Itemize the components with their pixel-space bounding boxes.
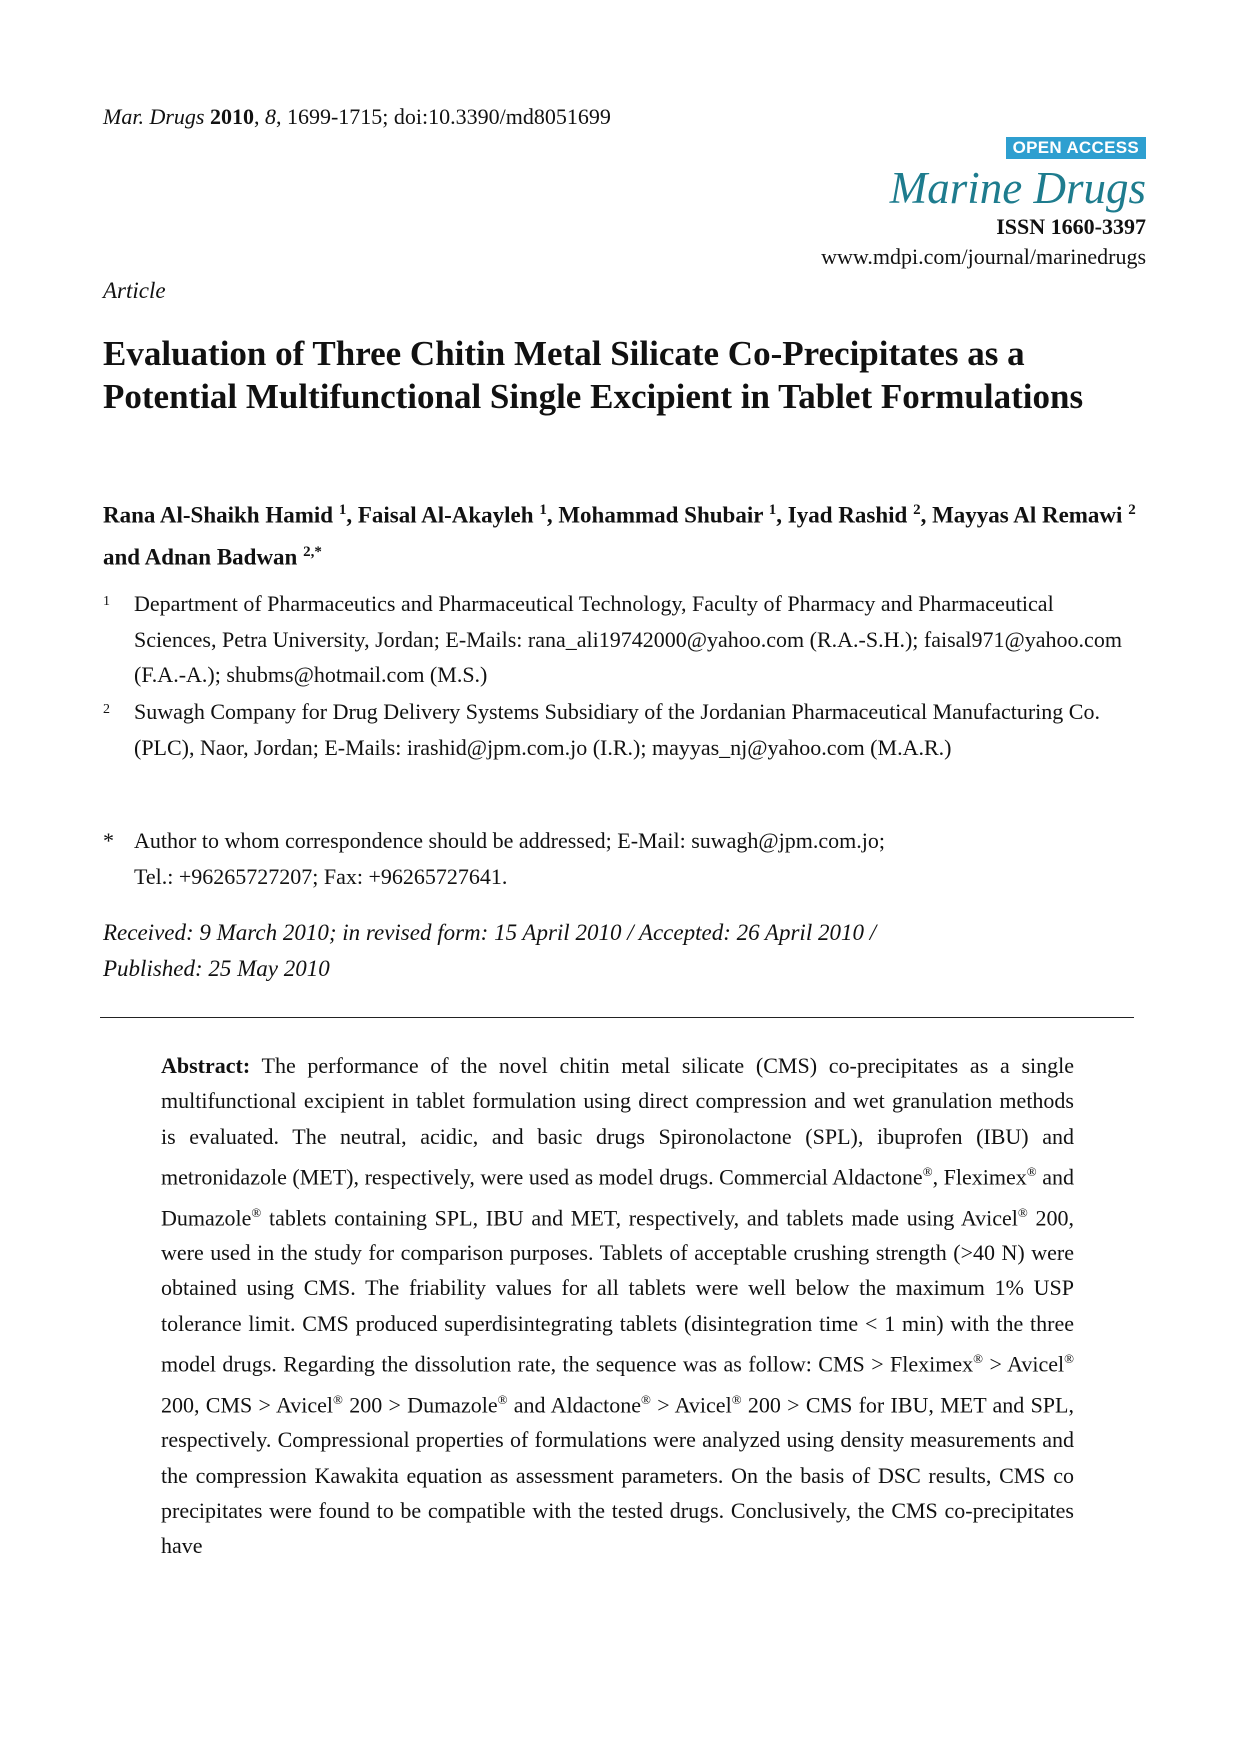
author-list — [103, 492, 1143, 575]
abstract-label: Abstract: — [161, 1053, 251, 1078]
abstract-text: > Avicel — [650, 1391, 732, 1417]
registered-mark: ® — [333, 1391, 343, 1407]
journal-issn: ISSN 1660-3397 — [996, 214, 1146, 239]
registered-mark: ® — [973, 1351, 984, 1367]
registered-mark: ® — [731, 1391, 742, 1407]
affiliation-1 — [103, 586, 1133, 693]
registered-mark: ® — [922, 1163, 933, 1179]
registered-mark: ® — [497, 1391, 508, 1407]
abstract-text: 200 > Dumazole — [342, 1391, 498, 1417]
citation-year: 2010 — [209, 104, 254, 129]
abstract-text: and Dumazole — [161, 1164, 1074, 1230]
affiliation-text: Suwagh Company for Drug Delivery Systems Subsidiary of the Jordanian Pharmaceutical Manufacturing Co. (PLC), Naor, Jordan; E-Mails: irashid@jpm.com.jo (I.R.); mayyas_nj@yahoo.com (M.A.R.) — [134, 699, 1100, 760]
abstract-text: tablets containing SPL, IBU and MET, respectively, and tablets made using Avicel — [261, 1204, 1018, 1230]
citation-pages-doi: , 1699-1715; doi:10.3390/md8051699 — [275, 104, 611, 129]
registered-mark: ® — [641, 1391, 651, 1407]
author-affiliation-mark: 1 — [768, 502, 777, 518]
affiliation-mark: 2 — [103, 702, 110, 717]
correspondence-line-1: Author to whom correspondence should be addressed; E-Mail: suwagh@jpm.com.jo; — [134, 828, 885, 853]
registered-mark: ® — [251, 1204, 262, 1220]
author-separator: and — [103, 544, 145, 570]
author-separator: , — [546, 502, 559, 528]
abstract-text: The performance of the novel chitin metal silicate (CMS) co-precipitates as a single multifunctional excipient in tablet formulation using direct compression and wet granulation methods is evaluated. The neutral, acidic, and basic drugs Spironolactone (SPL), ibuprofen (IBU) and metronidazole (MET), respectively, were used as model drugs. Commercial Aldactone — [161, 1053, 1074, 1190]
registered-mark: ® — [1017, 1204, 1028, 1220]
author-name: Mayyas Al Remawi — [932, 502, 1123, 528]
author-name: Iyad Rashid — [787, 502, 908, 528]
affiliation-text: Department of Pharmaceutics and Pharmaceutical Technology, Faculty of Pharmacy and Pharmaceutical Sciences, Petra University, Jordan; E-Mails: rana_ali19742000@yahoo.com (R.A.-S.H.); faisal971@yahoo.com (F.A.-A.); shubms@hotmail.com (M.S.) — [134, 591, 1122, 687]
abstract-text: 200 > CMS for IBU, MET and SPL, respectively. Compressional properties of formulations were analyzed using density measurements and the compression Kawakita equation as assessment parameters. On the basis of DSC results, CMS co precipitates were found to be compatible with the tested drugs. Conclusively, the CMS co-precipitates have — [161, 1391, 1074, 1559]
abstract-text: > Avicel — [983, 1351, 1065, 1377]
affiliation-mark: 1 — [103, 594, 110, 609]
abstract — [161, 1048, 1074, 1563]
author-name: Mohammad Shubair — [558, 502, 764, 528]
abstract-text: 200, were used in the study for comparison purposes. Tablets of acceptable crushing strength (>40 N) were obtained using CMS. The friability values for all tablets were well below the maximum 1% USP tolerance limit. CMS produced superdisintegrating tablets (disintegration time < 1 min) with the three model drugs. Regarding the dissolution rate, the sequence was as follow: CMS > Fleximex — [161, 1204, 1075, 1377]
abstract-text: , Fleximex — [932, 1164, 1027, 1190]
dates-line-1: Received: 9 March 2010; in revised form: 15 April 2010 / Accepted: 26 April 2010 / — [103, 920, 877, 945]
journal-name: Marine Drugs — [889, 163, 1146, 213]
author-name: Rana Al-Shaikh Hamid — [103, 502, 334, 528]
author-name: Faisal Al-Akayleh — [357, 502, 534, 528]
registered-mark: ® — [1026, 1163, 1037, 1179]
publication-dates — [103, 915, 1133, 987]
affiliation-2 — [103, 694, 1133, 765]
correspondence-note — [103, 823, 1133, 894]
dates-line-2: Published: 25 May 2010 — [103, 956, 330, 981]
author-affiliation-mark: 1 — [539, 502, 547, 518]
paper-title: Evaluation of Three Chitin Metal Silicate Co-Precipitates as a Potential Multifunctional Single Excipient in Tablet Formulations — [103, 334, 1084, 416]
section-divider — [100, 1017, 1134, 1018]
abstract-text: 200, CMS > Avicel — [161, 1391, 334, 1417]
registered-mark: ® — [1064, 1351, 1074, 1367]
author-affiliation-mark: 2,* — [303, 543, 322, 560]
author-affiliation-mark: 2 — [1128, 502, 1136, 518]
author-separator: , — [346, 502, 358, 528]
author-affiliation-mark: 2 — [913, 502, 921, 518]
author-affiliation-mark: 1 — [338, 502, 347, 518]
author-separator: , — [920, 502, 933, 528]
citation-line: Mar. Drugs 2010, 8, 1699-1715; doi:10.3390/md8051699 — [103, 104, 611, 129]
citation-journal: Mar. Drugs — [103, 104, 205, 129]
author-name: Adnan Badwan — [144, 544, 298, 570]
citation-volume: 8 — [264, 104, 276, 129]
correspondence-mark: * — [103, 828, 114, 853]
open-access-badge: OPEN ACCESS — [1006, 137, 1146, 159]
author-separator: , — [776, 502, 788, 528]
abstract-text: and Aldactone — [507, 1391, 642, 1417]
correspondence-line-2: Tel.: +96265727207; Fax: +96265727641. — [134, 863, 508, 889]
journal-url[interactable]: www.mdpi.com/journal/marinedrugs — [821, 244, 1146, 269]
article-type: Article — [103, 278, 166, 303]
